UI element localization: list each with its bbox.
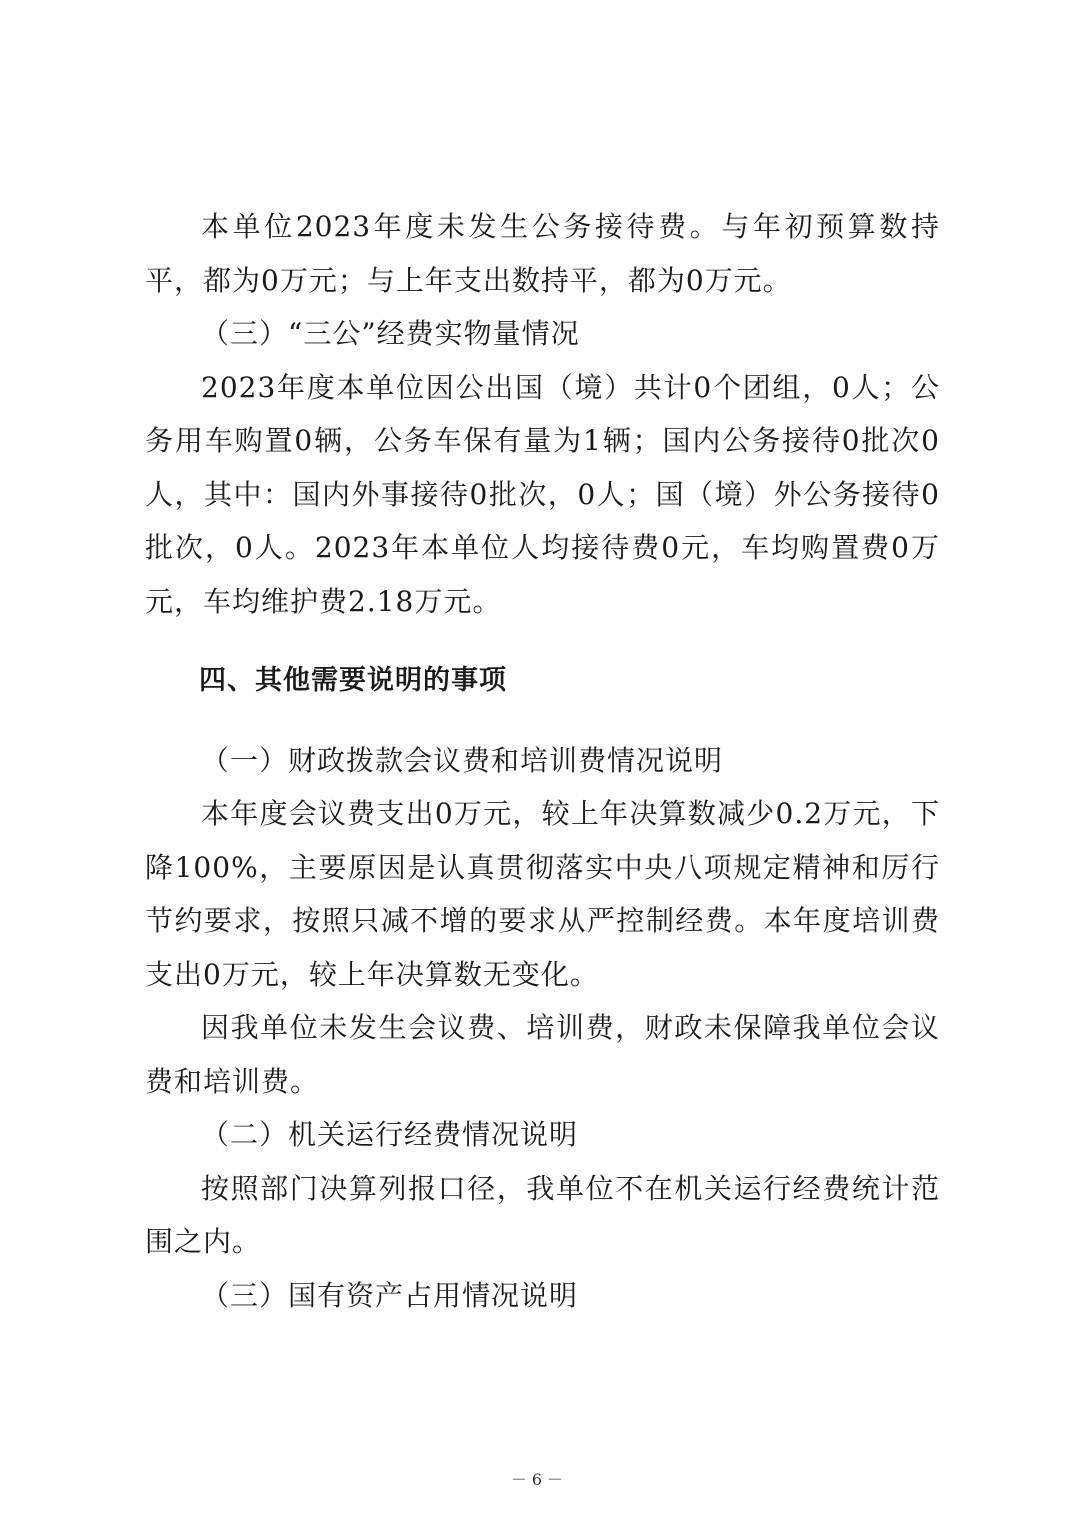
paragraph-meeting-training-note: 因我单位未发生会议费、培训费，财政未保障我单位会议费和培训费。 [145, 1011, 940, 1098]
subheading-meeting-training: （一）财政拨款会议费和培训费情况说明 [201, 743, 724, 777]
paragraph-operation-expense: 按照部门决算列报口径，我单位不在机关运行经费统计范围之内。 [145, 1171, 940, 1258]
subheading-operation-expense: （二）机关运行经费情况说明 [201, 1118, 579, 1151]
subheading-state-assets: （三）国有资产占用情况说明 [201, 1278, 579, 1312]
subheading-sangong-physical: （三）“三公”经费实物量情况 [201, 317, 580, 350]
paragraph-meeting-training: 本年度会议费支出0万元，较上年决算数减少0.2万元，下降100%，主要原因是认真贯彻落实中央八项规定精神和厉行节约要求，按照只减不增的要求从严控制经费。本年度培训费支出0万元，较上年决算数无变化。 [145, 797, 940, 991]
page-number: － 6 － [510, 1470, 564, 1489]
paragraph-sangong-physical: 2023年度本单位因公出国（境）共计0个团组，0人；公务用车购置0辆，公务车保有量为1辆；国内公务接待0批次0人，其中：国内外事接待0批次，0人；国（境）外公务接待0批次，0人。2023年本单位人均接待费0元，车均购置费0万元，车均维护费2.18万元。 [145, 370, 940, 618]
section-heading-other-matters: 四、其他需要说明的事项 [199, 665, 507, 696]
paragraph-reception-expense: 本单位2023年度未发生公务接待费。与年初预算数持平，都为0万元；与上年支出数持平，都为0万元。 [145, 210, 940, 297]
document-body [145, 200, 940, 1322]
